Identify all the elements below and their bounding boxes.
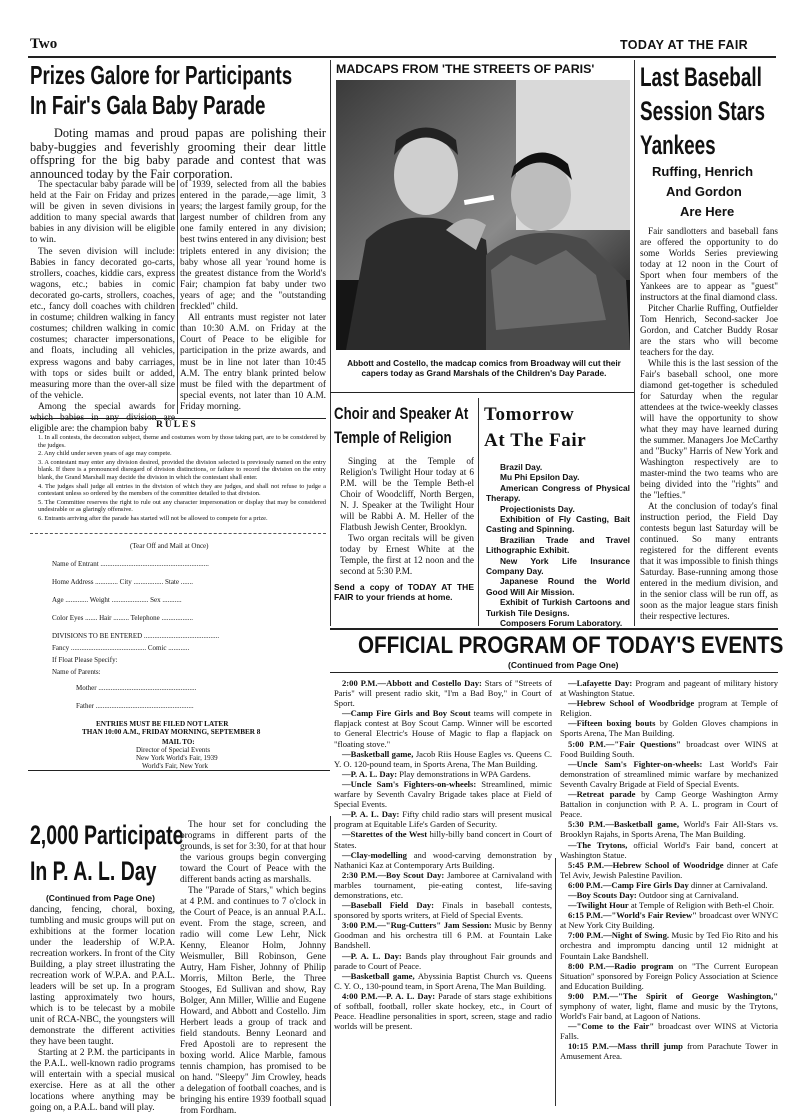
program-entry [560, 789, 778, 819]
program-entry-title: 10:15 P.M.—Mass thrill jump [568, 1041, 683, 1052]
baseball-sub-2: And Gordon [666, 184, 742, 199]
weight-label: Weight [89, 596, 110, 604]
tomorrow-item: Japanese Round the World Good Will Air Mission. [486, 576, 630, 597]
tomorrow-item: Exhibition of Fly Casting, Bait Casting and Spinning. [486, 514, 630, 535]
program-entry [560, 739, 778, 759]
program-entry [334, 870, 552, 900]
program-entry [560, 759, 778, 789]
program-entry [334, 900, 552, 920]
program-entry [334, 991, 552, 1031]
program-entry-title: —Camp Fire Girls and Boy Scout [342, 708, 471, 719]
comic-label: Comic [147, 644, 167, 652]
program-entry-detail: hilly-billy band concert in Court of States. [334, 829, 552, 850]
program-entry-title: —Retreat parade [568, 789, 636, 800]
pal-col1: dancing, fencing, choral, boxing, tumbling and music groups will put on exhibitions at the former location under the leadership of W.P.A. recreation workers. In front of the City Building, a play street illustrating the recreation work of W.P.A. and P.A.L. leaders will be set up. In a program lasting approximately two hours, which is to be telecast by a mobile unit of RCA-NBC, the youngsters will demonstrate the different activities they have been taught. Starting at 2 P.M. the participants in the P.A.L. well-known radio programs will entertain with a special musical exercise. Here as at all the other locations where anything may be going on, a P.A.L. band will play. [30, 905, 175, 1113]
pal-headline-2: In P. A. L. Day [30, 856, 157, 886]
rule-5: 5. The Committee reserves the right to rule out any character impersonation or display that may be considered undesirable or as glaringly offensive. [38, 498, 326, 514]
program-entry-detail: official World's Fair band, concert at Washington Statue. [560, 839, 778, 860]
baseball-body: Fair sandlotters and baseball fans are offered the opportunity to do some Worlds Series previewing today at 12 noon in the Court of Sport when four members of the Yankees are to appear as "guest" instructors at the final diamond class. Pitcher Charlie Ruffing, Outfielder Tom Henrich, Second-sacker Joe Gordon, and Catcher Buddy Rosar are the stars who will become teachers for the day. While this is the last session of the Fair's baseball school, one more diamond get-together is scheduled for Saturday when the regular attendees at the twice-weekly classes will have the opportunity to show what they may have learned during the summer. Managers Joe McCarthy and "Bucky" Harris of New York and Washington respectively are to master-mind the two teams who are being divided into the "rights" and the "lefties." At the conclusion of today's final instruction period, the Field Day contests begun last Saturday will be continued. So many entrants registered for the different events that it was impossible to finish things Saturday. Base-running among those entered in the medium division, and in the senior class will be run off, as soon as the major league stars finish their respective lectures. [640, 226, 778, 621]
tomorrow-item: Composers Forum Laboratory. [500, 618, 623, 629]
program-entry-detail: by Golden Gloves champions in Sports Arena, The Man Building. [560, 718, 779, 739]
program-entry-detail: on "The Current European Situation" sponsored by Foreign Policy Association at Science and Education Building. [560, 960, 778, 991]
rule-1: 1. In all contests, the decoration subject, theme and costumes worn by those taking part, are to be considered by the judges. [38, 434, 326, 449]
pal-headline-1: 2,000 Participate [30, 820, 184, 850]
pal-continued: (Continued from Page One) [46, 893, 155, 903]
city-label: City [119, 578, 132, 586]
program-entry-title: —P. A. L. Day: [342, 950, 402, 961]
mother-label: Mother [76, 684, 97, 692]
pal-col2: The hour set for concluding the programs in different parts of the grounds, is set for 3:30, for at that hour the various groups begin converging toward the Court of Peace with the different bands acting as marshalls. The "Parade of Stars," which begins at 4 P.M. and continues to 7 o'clock in the Court of Peace, is an annual P.A.L. event. From the stage, screen, and radio will come Lew Lehr, Nick Kenny, Eleanor Holm, Johnny Weismuller, Bill Robinson, Gene Autry, Ham Fisher, Johnny of Philip Morris, Milton Berle, the Three Stooges, Ed Sullivan and show, Ray Bolger, Ann Miller, Willie and Eugene Howard, and Abbott and Costello. Jim Herbert leads a group of track and field standouts. Benny Leonard and Fred Apostoli are to represent the boxing world. Alice Marble, famous tennis champion, has promised to be on hand. "Sleepy" Jim Crowley, heads a delegation of football coaches, and is bringing his entire 1939 football squad from Fordham. [180, 820, 326, 1116]
program-entry-title: —P. A. L. Day: [342, 768, 398, 779]
deadline-2: THAN 10:00 A.M., FRIDAY MORNING, SEPTEMBER 8 [82, 728, 261, 736]
rules-list [38, 434, 326, 523]
program-entry-detail: at Temple of Religion with Beth-el Choir. [628, 900, 775, 911]
program-entry-detail: Finals in baseball contests, sponsored by sports writers, at Field of Special Events. [334, 900, 552, 921]
baseball-headline-2: Session Stars [640, 96, 766, 126]
mail-line-1: Director of Special Events [136, 746, 211, 754]
mail-line-3: World's Fair, New York [142, 762, 208, 770]
program-entry-detail: Jacob Riis House Eagles vs. Queens C. Y. O. 120-pound team, in Sports Arena, The Man Building. [334, 748, 552, 769]
program-entry-title: —The Trytons, [568, 839, 628, 850]
program-entry-title: —P. A. L. Day: [342, 809, 400, 820]
program-entry-title: —Boy Scouts Day: [568, 889, 637, 900]
sex-label: Sex [150, 596, 161, 604]
program-entry [560, 991, 778, 1021]
program-entry-title: —Basketball game, [342, 970, 415, 981]
program-entry-title: —Fifteen boxing bouts [568, 718, 656, 729]
rules-title: RULES [156, 420, 198, 430]
program-entry-title: —Basketball game, [342, 748, 414, 759]
program-continued: (Continued from Page One) [508, 660, 619, 670]
rule-3: 3. A contestant may enter any division desired, provided the division selected is previously named on the entry blank. If there is a pronounced disregard of division distinctions, or failure to record the division on the entry blank, the Grand Marshall may decide the division in which the contestant shall enter. [38, 458, 326, 481]
program-entry [560, 961, 778, 991]
fancy-label: Fancy [52, 644, 70, 652]
baby-headline-2: In Fair's Gala Baby Parade [30, 90, 266, 120]
baby-col2: of 1939, selected from all the babies entered in the parade,—age limit, 3 years; the largest family group, for the largest number of children from any one family entered in any division; best twins entered in any division; best triplets entered in any division; the baby whose all year 'round home is the greatest distance from the World's Fair; champion fat baby under two years of age; and the "outstanding freckled" child. All entrants must register not later than 10:30 A.M. on Friday at the Court of Peace to be eligible for participation in the prize awards, and must be in line not later than 10:45 A.M. The entry blank printed below must be filed with the department of special events, not later than 10 A.M. Friday morning. [180, 180, 326, 412]
program-entry-detail: Last World's Fair demonstration of streamlined mimic warfare by mechanized Seventh Cavalry Brigade at Field of Special Events. [560, 758, 778, 789]
program-entry-title: 5:45 P.M.—Hebrew School of Woodridge [568, 859, 724, 870]
program-entry [560, 1021, 778, 1041]
paper-name: TODAY AT THE FAIR [620, 38, 749, 52]
program-entry [334, 850, 552, 870]
program-entry-detail: Play demonstrations in WPA Gardens. [397, 768, 531, 779]
program-entry-detail: Streamlined, mimic warfare by Seventh Cavalry Brigade takes place at Field of Special Events. [334, 778, 552, 810]
program-entry [560, 840, 778, 860]
program-entry-title: —Clay-modelling [342, 849, 407, 860]
program-entry-detail: Program and pageant of military history at Washington Statue. [560, 678, 778, 699]
baseball-headline-1: Last Baseball [640, 62, 762, 92]
program-title: OFFICIAL PROGRAM OF TODAY'S EVENTS [358, 632, 784, 659]
rule-2: 2. Any child under seven years of age may compete. [38, 450, 172, 458]
program-entry [334, 749, 552, 769]
program-entry [560, 890, 778, 900]
program-entry-detail: Parade of stars stage exhibitions of softball, football, roller skate hockey, etc., in Court of Peace. Headline personalities in sport, screen, stage and radio worlds will be present. [334, 990, 552, 1032]
tomorrow-item: New York Life Insurance Company Day. [486, 555, 630, 577]
program-entry-title: 9:00 P.M.—"The Spirit of George Washington," [568, 990, 778, 1001]
tomorrow-item: Projectionists Day. [500, 503, 575, 514]
baseball-sub-1: Ruffing, Henrich [652, 164, 754, 179]
tomorrow-item: Mu Phi Epsilon Day. [500, 472, 580, 483]
age-label: Age [52, 596, 64, 604]
choir-headline-2: Temple of Religion [334, 428, 452, 447]
program-entry-detail: Fifty child radio stars will present musical program at Equitable Life's Garden of Security. [334, 809, 552, 830]
address-label: Home Address [52, 578, 94, 586]
photo-headline: MADCAPS FROM 'THE STREETS OF PARIS' [336, 62, 595, 76]
program-entry [334, 678, 552, 708]
program-entry-detail: Music by Ted Fio Rito and his orchestra and impromptu dancing until 12 midnight at Fountain Lake Bandshell. [560, 930, 778, 961]
program-entry-title: 3:00 P.M.—"Rug-Cutters" Jam Session: [342, 920, 492, 931]
baseball-headline-3: Yankees [640, 130, 716, 160]
tomorrow-item: American Congress of Physical Therapy. [486, 482, 630, 504]
program-entry-detail: Stars of "Streets of Paris" will present radio skit, "I'm a Bad Boy," in Court of Sport. [334, 678, 552, 709]
program-entry-detail: by Camp George Washington Army Battalion in conjunction with P. A. L. program in Court of Peace. [560, 789, 778, 820]
program-entry [560, 900, 778, 910]
page-number: Two [30, 36, 58, 52]
tomorrow-item: Brazil Day. [500, 462, 543, 472]
father-label: Father [76, 702, 94, 710]
rule-6: 6. Entrants arriving after the parade has started will not be allowed to compete for a prize. [38, 514, 268, 522]
photo-caption: Abbott and Costello, the madcap comics from Broadway will cut their capers today as Grand Marshals of the Children's Day Parade. [347, 358, 621, 379]
program-entry [560, 819, 778, 839]
eyes-label: Color Eyes [52, 614, 84, 622]
program-entry-detail: Jamboree at Carnivaland with marbles tournament, pie-eating contest, life-saving demonstrations, etc. [334, 869, 552, 900]
program-entry-title: 6:15 P.M.—"World's Fair Review" [568, 910, 697, 921]
tear-off-note: (Tear Off and Mail at Once) [130, 542, 209, 550]
madcaps-photo [336, 80, 630, 350]
mail-line-2: New York World's Fair, 1939 [136, 754, 218, 762]
program-entry-title: —Uncle Sam's Fighter-on-wheels: [568, 758, 703, 769]
tomorrow-headline-1: Tomorrow [484, 404, 575, 425]
program-entry [560, 718, 778, 738]
mail-to: MAIL TO: [162, 738, 195, 746]
baby-col1: The spectacular baby parade will be held at the Fair on Friday and prizes will be given in seven divisions in addition to many special awards that babies in any division will be eligible to win. The seven division will include: Babies in fancy decorated go-carts, strollers, coaches, kiddie cars, express wagons, etc.; babies in comic decorated go-carts, strollers, coaches, etc., fancy doll coaches with children in costume; children walking in fancy costumes; children walking in comic costumes; character impersonations, and floats, including all vehicles, express wagons and baby carriages, with tops or sides built or added, measuring more than the over-all size of the vehicle. Among the special awards for which babies in any division are eligible are: the champion baby [30, 180, 175, 435]
program-entry-title: —Uncle Sam's Fighters-on-wheels: [342, 778, 477, 789]
program-entry-title: —Starettes of the West [342, 829, 428, 840]
entrant-label: Name of Entrant [52, 560, 99, 568]
program-entry-detail: symphony of water, light, flame and music by the Trytons, World's Fair band, at Lagoon of Nations. [560, 1001, 778, 1022]
program-entry-title: 5:30 P.M.—Basketball game, [568, 819, 680, 830]
hair-label: Hair [99, 614, 112, 622]
divisions-label: DIVISIONS TO BE ENTERED [52, 632, 143, 640]
program-entry-detail: dinner at Carnivaland. [688, 879, 768, 890]
tomorrow-item: Brazilian Trade and Travel Lithographic Exhibit. [486, 534, 630, 556]
program-entry-title: —"Come to the Fair" [568, 1021, 655, 1032]
program-entry-detail: Bands play throughout Fair grounds and parade to Court of Peace. [334, 950, 553, 971]
float-label: If Float Please Specify: [52, 656, 118, 664]
program-entry [334, 920, 552, 950]
program-entry-detail: program at Temple of Religion. [560, 698, 778, 719]
program-entry-title: 7:00 P.M.—Night of Swing. [568, 930, 670, 941]
baseball-sub-3: Are Here [680, 204, 735, 219]
baby-headline-1: Prizes Galore for Participants [30, 60, 293, 90]
program-entry-detail: broadcast over WNYC at New York City Building. [560, 910, 778, 931]
program-entry-title: 2:00 P.M.—Abbott and Costello Day: [342, 678, 482, 688]
program-entry [334, 971, 552, 991]
program-entry-title: —Lafayette Day: [568, 678, 633, 688]
program-entry [560, 678, 778, 698]
program-entry [560, 860, 778, 880]
send-copy-note: Send a copy of TODAY AT THE FAIR to your friends at home. [334, 582, 474, 603]
program-entry [560, 1041, 778, 1061]
program-entry-detail: and wood-carving demonstration by Nathanici Kaz at Contemporary Arts Building. [334, 849, 552, 870]
tomorrow-headline-2: At The Fair [484, 430, 587, 451]
program-entry-detail: dinner at Cafe Tel Aviv, Jewish Palestine Pavilion. [560, 859, 778, 880]
program-right-column [560, 678, 778, 1062]
program-entry-detail: Music by Benny Goodman and his orchestra till 6 P.M. at Fountain Lake Bandshell. [334, 920, 552, 951]
choir-headline-1: Choir and Speaker At [334, 404, 469, 423]
program-left-column [334, 678, 552, 1031]
deadline-1: ENTRIES MUST BE FILED NOT LATER [96, 720, 229, 728]
program-entry-detail: broadcast over WINS at Victoria Falls. [560, 1021, 779, 1042]
program-entry-detail: teams will compete in flapjack contest at Boy Scout Camp. Winner will be escorted to General Electric's House of Magic to flap a flapjack on "floating stove." [334, 708, 552, 749]
program-entry [334, 951, 552, 971]
program-entry [334, 708, 552, 748]
program-entry-title: —Baseball Field Day: [342, 900, 435, 911]
program-entry [560, 698, 778, 718]
program-entry-detail: from Parachute Tower in Amusement Area. [560, 1041, 778, 1062]
program-entry-title: 6:00 P.M.—Camp Fire Girls Day [568, 879, 689, 890]
program-entry-title: 2:30 P.M.—Boy Scout Day: [342, 869, 445, 880]
program-entry-detail: Abyssinia Baptist Church vs. Queens C. Y. O., 130-pound team, in Sport Arena, The Man Building. [334, 970, 552, 991]
program-entry [334, 769, 552, 779]
program-entry-title: 5:00 P.M.—"Fair Questions" [568, 738, 682, 749]
program-entry-detail: Outdoor sing at Carnivaland. [636, 889, 739, 900]
choir-body: Singing at the Temple of Religion's Twilight Hour today at 6 P.M. will be the Temple Beth-el Choir of Woodcliff, North Bergen, N. J. Speaker at the Twilight Hour will be Rabbi A. M. Heller of the Flatbush Jewish Center, Brooklyn. Two organ recitals will be given today by Ernest White at the Temple, the first at 12 noon and the second at 5:30 P.M. [340, 456, 474, 576]
program-entry [560, 880, 778, 890]
tomorrow-item: Exhibit of Turkish Cartoons and Turkish Tile Designs. [486, 597, 630, 618]
entry-form: (Tear Off and Mail at Once) Name of Entrant .............................................................. Home Address ............. City ................. State ....... Age ............. Weight ..................... Sex ........... Color Eyes ....... Hair ......... Telephone .................. DIVISIONS TO BE ENTERED ........................................... Fancy ........................................... Comic ............ If Float Please Specify: Name of Parents: Mother ........................................................ Father ........................................................ ENTRIES MUST BE FILED NOT LATER THAN 10:00 A.M., FRIDAY MORNING, SEPTEMBER 8 MAIL TO: Director of Special Events New York World's Fair, 1939 World's Fair, New York [52, 542, 261, 770]
telephone-label: Telephone [130, 614, 160, 622]
program-entry [560, 930, 778, 960]
tomorrow-list [486, 462, 630, 629]
program-entry-title: —Hebrew School of Woodbridge [568, 698, 695, 709]
program-entry [560, 910, 778, 930]
program-entry [334, 779, 552, 809]
program-entry-detail: World's Fair All-Stars vs. Brooklyn Rajahs, in Sports Arena, The Man Building. [560, 819, 778, 840]
program-entry-detail: broadcast over WINS at Food Building South. [560, 738, 778, 759]
program-entry-title: 8:00 P.M.—Radio program [568, 960, 674, 971]
parents-label: Name of Parents: [52, 668, 101, 676]
program-entry [334, 809, 552, 829]
program-entry-title: —Twilight Hour [568, 900, 629, 911]
rule-4: 4. The judges shall judge all entries in the division of which they are judges, and shall not refuse to judge a contestant unless so ordered by the members of the committee detailed to that division. [38, 482, 326, 498]
program-entry [334, 829, 552, 849]
program-entry-title: 4:00 P.M.—P. A. L. Day: [342, 990, 436, 1001]
state-label: State [164, 578, 179, 586]
baby-deck: Doting mamas and proud papas are polishing their baby-buggies and feverishly grooming their dear little offspring for the big baby parade and contest that was announced today by the Fair corporation. [30, 126, 326, 182]
